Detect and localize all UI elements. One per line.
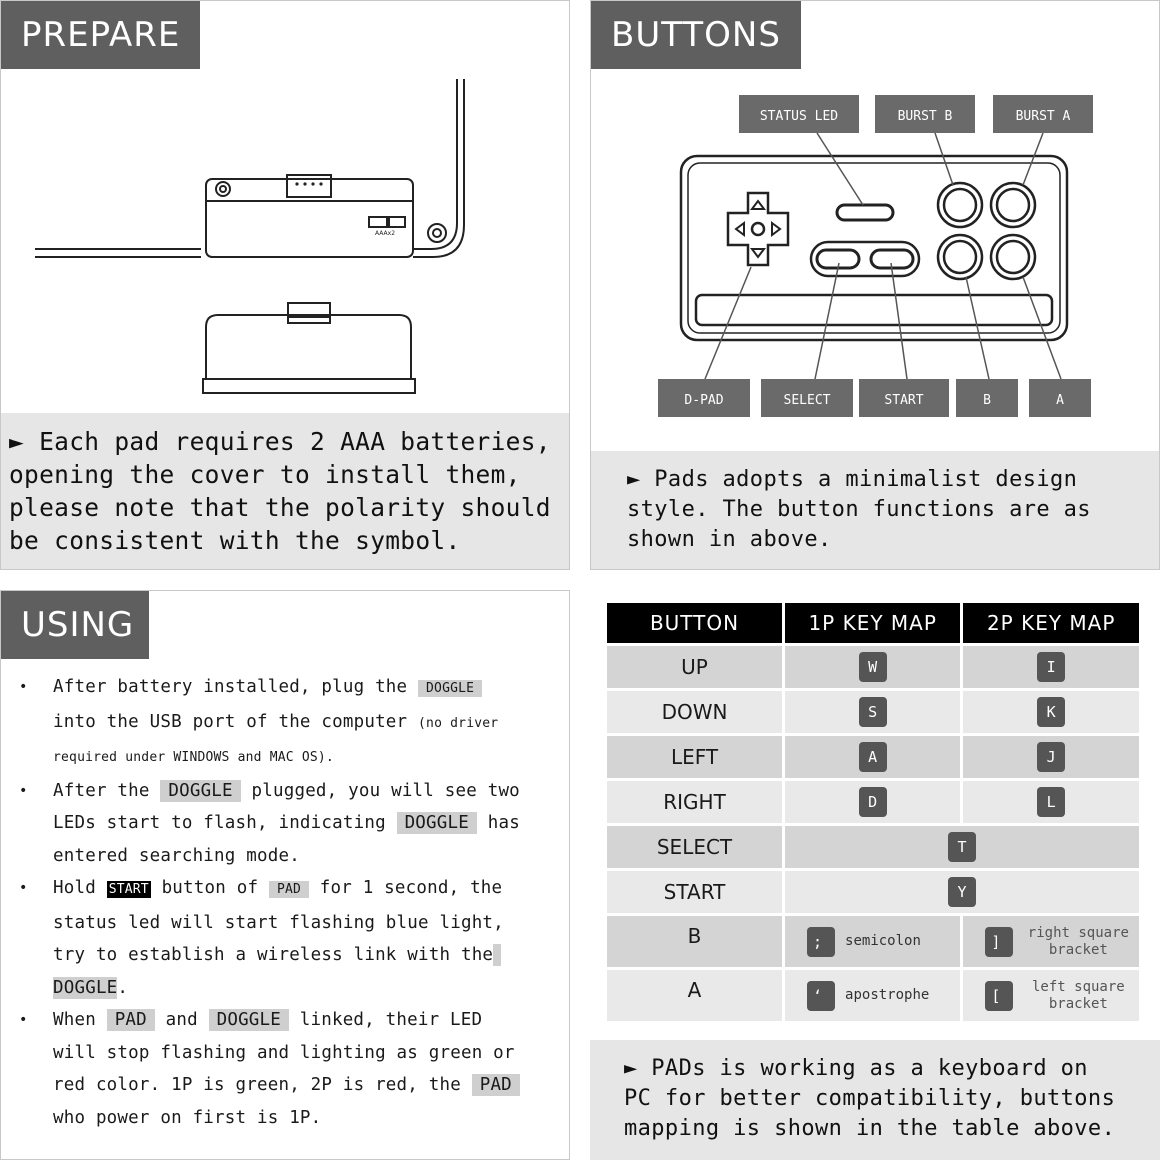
using-title: USING: [1, 591, 149, 659]
doggle-tag: DOGGLE: [418, 680, 482, 697]
caption-line: PC for better compatibility, buttons: [624, 1086, 1116, 1111]
list-item: • After battery installed, plug the DOGGLE into the USB port of the computer (no driver required under WINDOWS and MAC OS).: [19, 671, 559, 775]
label-burst-a-text: BURST A: [1015, 109, 1071, 124]
caption-line: shown in above.: [627, 527, 832, 552]
buttons-caption: [591, 451, 1160, 570]
gamepad-diagram: [591, 1, 1160, 451]
key-cap: ]: [985, 927, 1013, 957]
table-row: UP W I: [607, 646, 1139, 688]
caption-line: please note that the polarity should: [9, 493, 551, 522]
caption-line: be consistent with the symbol.: [9, 526, 461, 555]
label-select-text: SELECT: [783, 393, 831, 408]
prepare-title: PREPARE: [1, 1, 200, 69]
key-cap: ;: [807, 927, 835, 957]
key-cap: D: [859, 787, 887, 817]
start-tag: START: [108, 882, 149, 897]
table-row: DOWN S K: [607, 691, 1139, 733]
using-panel: [0, 590, 570, 1160]
doggle-tag: DOGGLE: [209, 1009, 289, 1031]
keymap-caption: [590, 1040, 1160, 1160]
caption-line: style. The button functions are as: [627, 497, 1091, 522]
header-1p: 1P KEY MAP: [785, 603, 960, 643]
pad-tag: PAD: [107, 1009, 155, 1031]
key-name: semicolon: [845, 932, 921, 949]
table-row: B ; semicolon ]right square bracket: [607, 916, 1139, 967]
keymap-table: [604, 600, 1142, 1024]
pad-tag: PAD: [472, 1074, 520, 1096]
key-cap: ‘: [807, 981, 835, 1011]
label-b-text: B: [983, 393, 991, 408]
header-2p: 2P KEY MAP: [963, 603, 1139, 643]
battery-install-illustration: [1, 1, 570, 413]
list-item: • After the DOGGLE plugged, you will see two LEDs start to flash, indicating DOGGLE has entered searching mode.: [19, 775, 559, 873]
caption-line: ► Each pad requires 2 AAA batteries,: [9, 427, 551, 456]
key-cap: A: [859, 742, 887, 772]
table-row: RIGHT D L: [607, 781, 1139, 823]
table-header-row: [607, 603, 1139, 643]
key-cap: K: [1037, 697, 1065, 727]
doggle-tag: DOGGLE: [53, 977, 118, 998]
buttons-panel: [590, 0, 1160, 570]
list-item: • Hold START button of PAD for 1 second, the status led will start flashing blue light, try to establish a wireless link with the DOGGLE.: [19, 872, 559, 1004]
header-button: BUTTON: [607, 603, 782, 643]
label-burst-b-text: BURST B: [897, 109, 953, 124]
buttons-title: BUTTONS: [591, 1, 801, 69]
label-dpad-text: D-PAD: [684, 393, 724, 408]
prepare-caption: [1, 413, 570, 570]
list-item: • When PAD and DOGGLE linked, their LED will stop flashing and lighting as green or red color. 1P is green, 2P is red, the PAD who power on first is 1P.: [19, 1004, 559, 1134]
key-cap: [: [985, 981, 1013, 1011]
caption-line: ► Pads adopts a minimalist design: [627, 467, 1078, 492]
key-cap: Y: [948, 877, 976, 907]
table-row: START Y: [607, 871, 1139, 913]
table-row: LEFT A J: [607, 736, 1139, 778]
key-cap: I: [1037, 652, 1065, 682]
table-row: A ‘ apostrophe [left square bracket: [607, 970, 1139, 1021]
key-cap: J: [1037, 742, 1065, 772]
caption-line: ► PADs is working as a keyboard on: [624, 1056, 1088, 1081]
key-name: left square bracket: [1032, 978, 1125, 1012]
key-name: apostrophe: [845, 986, 930, 1003]
caption-line: opening the cover to install them,: [9, 460, 521, 489]
key-cap: S: [859, 697, 887, 727]
key-cap: T: [948, 832, 976, 862]
prepare-panel: [0, 0, 570, 570]
doggle-tag: DOGGLE: [397, 812, 477, 834]
label-status-led-text: STATUS LED: [759, 109, 839, 124]
key-cap: W: [859, 652, 887, 682]
caption-line: mapping is shown in the table above.: [624, 1116, 1116, 1141]
keymap-panel: [590, 590, 1160, 1160]
key-cap: L: [1037, 787, 1065, 817]
table-row: SELECT T: [607, 826, 1139, 868]
pad-tag: PAD: [269, 881, 309, 898]
doggle-tag: DOGGLE: [160, 780, 240, 802]
battery-label: AAAx2: [375, 230, 396, 237]
label-start-text: START: [884, 393, 924, 408]
using-steps: [19, 671, 559, 1134]
label-a-text: A: [1056, 393, 1064, 408]
key-name: right square bracket: [1027, 924, 1129, 958]
